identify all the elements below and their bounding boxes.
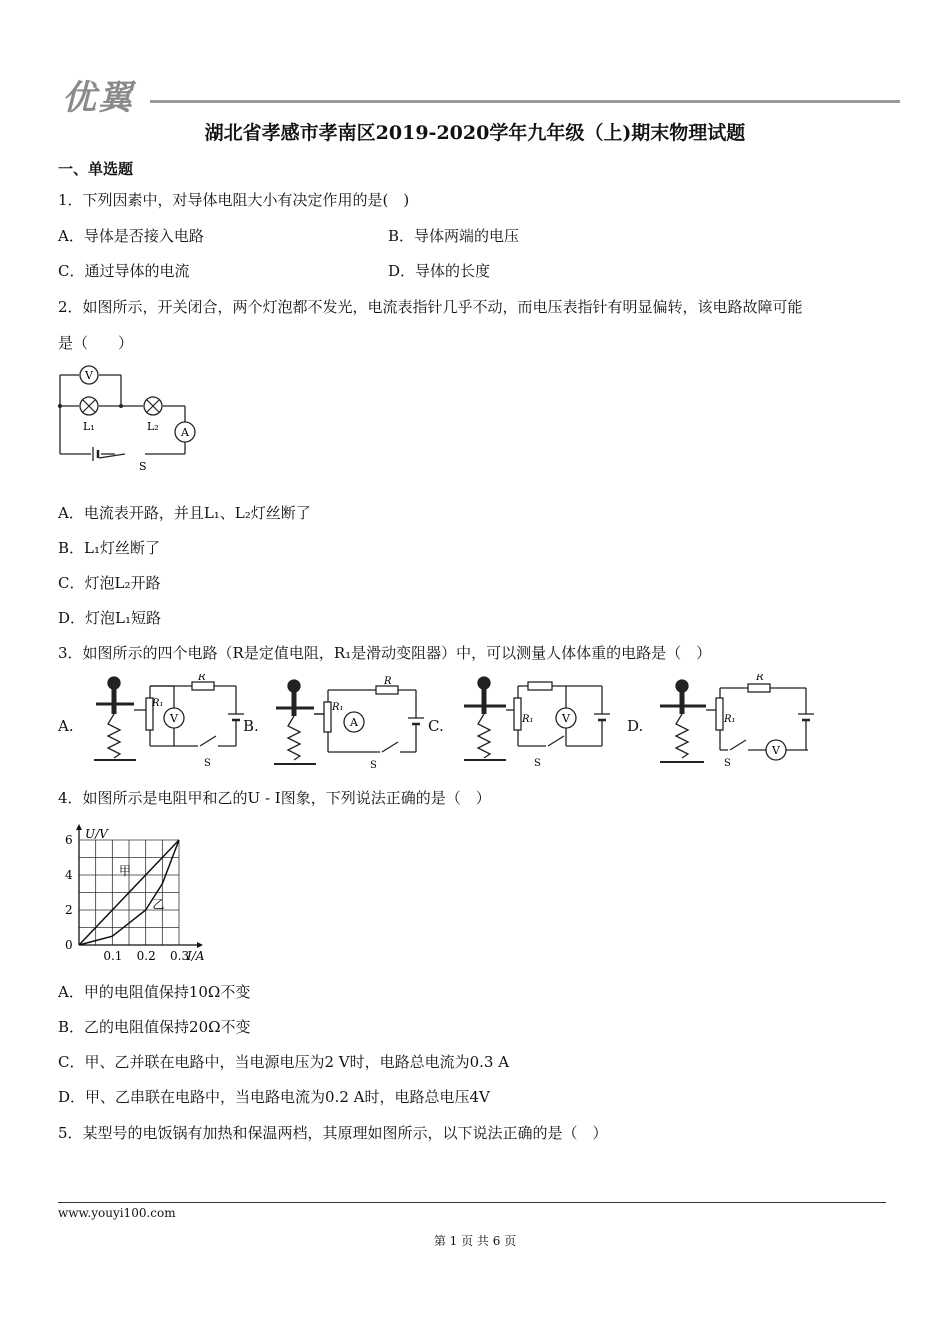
- switch-label: S: [139, 460, 147, 473]
- q3d-r-label: R: [756, 674, 764, 683]
- q1-option-b: B．导体两端的电压: [388, 227, 520, 245]
- q3-label-b: B.: [243, 717, 259, 735]
- y-tick-label: 0: [65, 938, 73, 952]
- q3d-switch-label: S: [724, 758, 731, 769]
- q2-stem-line2: 是（ ）: [58, 334, 134, 352]
- footer-url[interactable]: www.youyi100.com: [58, 1206, 176, 1220]
- q2-option-a: A．电流表开路，并且L₁、L₂灯丝断了: [58, 504, 311, 522]
- q3a-switch-label: S: [204, 758, 211, 769]
- q1-stem: 1．下列因素中，对导体电阻大小有决定作用的是( ): [58, 191, 410, 209]
- q5-stem: 5．某型号的电饭锅有加热和保温两档，其原理如图所示，以下说法正确的是（ ）: [58, 1124, 608, 1142]
- q2-circuit-figure: [55, 362, 205, 474]
- q4-option-d: D．甲、乙串联在电路中，当电路电流为0.2 A时，电路总电压4V: [58, 1088, 490, 1106]
- q2-option-d: D．灯泡L₁短路: [58, 609, 162, 627]
- series-label-jia: 甲: [119, 864, 132, 878]
- page-number: 第 1 页 共 6 页: [433, 1234, 517, 1248]
- x-tick-label: 0.3: [170, 949, 190, 963]
- x-axis-arrow: [197, 942, 203, 948]
- q3-figure-d: [652, 674, 842, 772]
- q3d-voltmeter-label: V: [772, 744, 780, 757]
- q4-option-c: C．甲、乙并联在电路中，当电源电压为2 V时，电路总电流为0.3 A: [58, 1053, 510, 1071]
- q3c-voltmeter-label: V: [562, 712, 570, 725]
- q1-option-d: D．导体的长度: [388, 262, 491, 280]
- footer-rule: [58, 1202, 886, 1203]
- q3-figure-a: [86, 674, 246, 772]
- youyi-logo: 优翼: [62, 78, 134, 118]
- q3a-voltmeter-label: V: [170, 712, 178, 725]
- q3-label-c: C.: [428, 717, 444, 735]
- q3b-ammeter-label: A: [350, 716, 358, 729]
- q3-label-d: D.: [627, 717, 644, 735]
- y-tick-label: 6: [65, 833, 73, 847]
- section-heading: 一、单选题: [58, 160, 134, 178]
- y-tick-label: 2: [65, 903, 73, 917]
- q3-figure-c: [456, 674, 616, 772]
- x-tick-label: 0.2: [136, 949, 156, 963]
- q3b-r-label: R: [384, 676, 392, 687]
- q1-option-c: C．通过导体的电流: [58, 262, 190, 280]
- q3c-switch-label: S: [534, 758, 541, 769]
- q2-option-c: C．灯泡L₂开路: [58, 574, 161, 592]
- q3d-r1-label: R₁: [724, 714, 736, 725]
- ui-chart: [55, 815, 230, 965]
- q4-option-a: A．甲的电阻值保持10Ω不变: [58, 983, 251, 1001]
- y-tick-label: 4: [65, 868, 73, 882]
- q3-stem: 3．如图所示的四个电路（R是定值电阻，R₁是滑动变阻器）中，可以测量人体体重的电路是（ ）: [58, 644, 712, 662]
- q3c-r1-label: R₁: [522, 714, 534, 725]
- y-axis-label: U/V: [85, 827, 108, 841]
- q3b-r1-label: R₁: [332, 702, 344, 713]
- q4-stem: 4．如图所示是电阻甲和乙的U - I图象，下列说法正确的是（ ）: [58, 789, 491, 807]
- voltmeter-label: V: [85, 369, 93, 382]
- series-label-yi: 乙: [152, 897, 165, 912]
- q3a-r1-label: R₁: [152, 698, 164, 709]
- lamp-l2-label: L₂: [147, 420, 159, 433]
- q4-option-b: B．乙的电阻值保持20Ω不变: [58, 1018, 251, 1036]
- q3b-switch-label: S: [370, 760, 377, 771]
- q2-stem-line1: 2．如图所示，开关闭合，两个灯泡都不发光，电流表指针几乎不动，而电压表指针有明显偏转，该电路故障可能: [58, 298, 803, 316]
- page-title: 湖北省孝感市孝南区2019-2020学年九年级（上)期末物理试题: [204, 122, 746, 144]
- q2-option-b: B．L₁灯丝断了: [58, 539, 160, 557]
- ammeter-label: A: [181, 426, 189, 439]
- x-axis-label: I/A: [187, 949, 205, 963]
- header-rule: [150, 100, 900, 103]
- lamp-l1-label: L₁: [83, 420, 95, 433]
- q1-option-a: A．导体是否接入电路: [58, 227, 204, 245]
- q3-figure-b: [266, 674, 426, 772]
- y-axis-arrow: [76, 824, 82, 830]
- q3-label-a: A.: [58, 717, 74, 735]
- q3a-r-label: R: [198, 674, 206, 683]
- x-tick-label: 0.1: [103, 949, 123, 963]
